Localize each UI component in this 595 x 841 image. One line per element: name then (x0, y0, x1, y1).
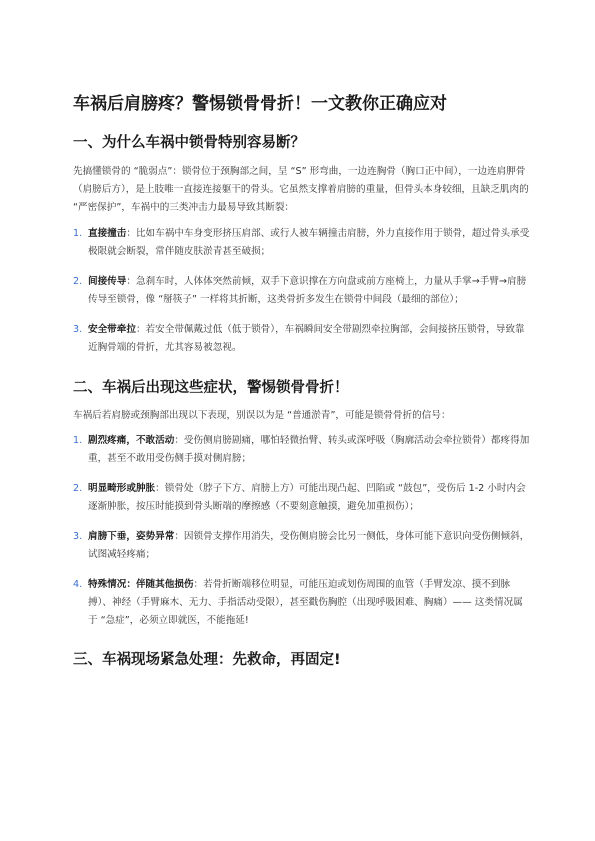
list-item-label: 肩膀下垂，姿势异常 (88, 531, 175, 542)
list-item (73, 480, 531, 516)
list-item-label: 间接传导 (88, 276, 127, 287)
list-item (73, 432, 531, 468)
list-number: 1. (73, 228, 83, 239)
list-number: 3. (73, 324, 83, 335)
page-title: 车祸后肩膀疼？警惕锁骨骨折！一文教你正确应对 (73, 94, 447, 114)
list-item (73, 321, 531, 357)
section1-intro: 先搞懂锁骨的 “脆弱点”：锁骨位于颈胸部之间，呈 “S” 形弯曲，一边连胸骨（胸口正中间），一边连肩胛骨（肩膀后方），是上肢唯一直接连接躯干的骨头。它虽然支撑着肩膀的重量，但骨头本身较细，且缺乏肌肉的 “严密保护”，车祸中的三类冲击力最易导致其断裂： (73, 166, 529, 213)
list-number: 1. (73, 435, 83, 446)
list-number: 3. (73, 531, 83, 542)
list-item-label: 剧烈疼痛，不敢活动 (88, 435, 175, 446)
list-item-label: 特殊情况：伴随其他损伤 (88, 579, 194, 590)
list-item-label: 直接撞击 (88, 228, 127, 239)
list-item-text: ：若骨折断端移位明显，可能压迫或划伤周围的血管（手臂发凉、摸不到脉搏）、神经（手臂麻木、无力、手指活动受限），甚至戳伤胸腔（出现呼吸困难、胸痛）—— 这类情况属于 “急症”，必须立即就医，不能拖延! (88, 579, 523, 626)
list-item-text: ：因锁骨支撑作用消失，受伤侧肩膀会比另一侧低，身体可能下意识向受伤侧倾斜，试图减轻疼痛； (88, 531, 530, 560)
list-item-text: ：若安全带佩戴过低（低于锁骨），车祸瞬间安全带剧烈牵拉胸部，会间接挤压锁骨，导致靠近胸骨端的骨折，尤其容易被忽视。 (88, 324, 525, 353)
section2-list (73, 432, 531, 642)
list-item-text: ：锁骨处（脖子下方、肩膀上方）可能出现凸起、凹陷或 “鼓包”，受伤后 1-2 小时内会逐渐肿胀，按压时能摸到骨头断端的摩擦感（不要刻意触摸，避免加重损伤）； (88, 483, 526, 512)
section2-heading: 二、车祸后出现这些症状，警惕锁骨骨折！ (73, 380, 349, 396)
list-item (73, 576, 531, 630)
list-item-text: ：受伤侧肩膀剧痛，哪怕轻微抬臂、转头或深呼吸（胸廓活动会牵拉锁骨）都疼得加重，甚至不敢用受伤侧手摸对侧肩膀； (88, 435, 530, 464)
list-number: 2. (73, 276, 83, 287)
section1-list (73, 225, 531, 369)
list-item (73, 225, 531, 261)
section1-heading: 一、为什么车祸中锁骨特别容易断？ (73, 135, 305, 151)
list-number: 4. (73, 579, 83, 590)
list-item (73, 528, 531, 564)
list-item-label: 安全带牵拉 (88, 324, 136, 335)
section3-heading: 三、车祸现场紧急处理：先救命，再固定! (73, 652, 341, 668)
list-number: 2. (73, 483, 83, 494)
list-item-label: 明显畸形或肿胀 (88, 483, 156, 494)
list-item (73, 273, 531, 309)
list-item-text: ：急刹车时，人体体突然前倾，双手下意识撑在方向盘或前方座椅上，力量从手掌→手臂→肩膀传导至锁骨，像 “掰筷子” 一样将其折断，这类骨折多发生在锁骨中间段（最细的部位）； (88, 276, 527, 305)
section2-intro: 车祸后若肩膀或颈胸部出现以下表现，别误以为是 “普通淤青”，可能是锁骨骨折的信号： (73, 410, 451, 421)
list-item-text: ：比如车祸中车身变形挤压肩部、或行人被车辆撞击肩膀，外力直接作用于锁骨，超过骨头承受极限就会断裂，常伴随皮肤淤青甚至破损； (88, 228, 530, 257)
